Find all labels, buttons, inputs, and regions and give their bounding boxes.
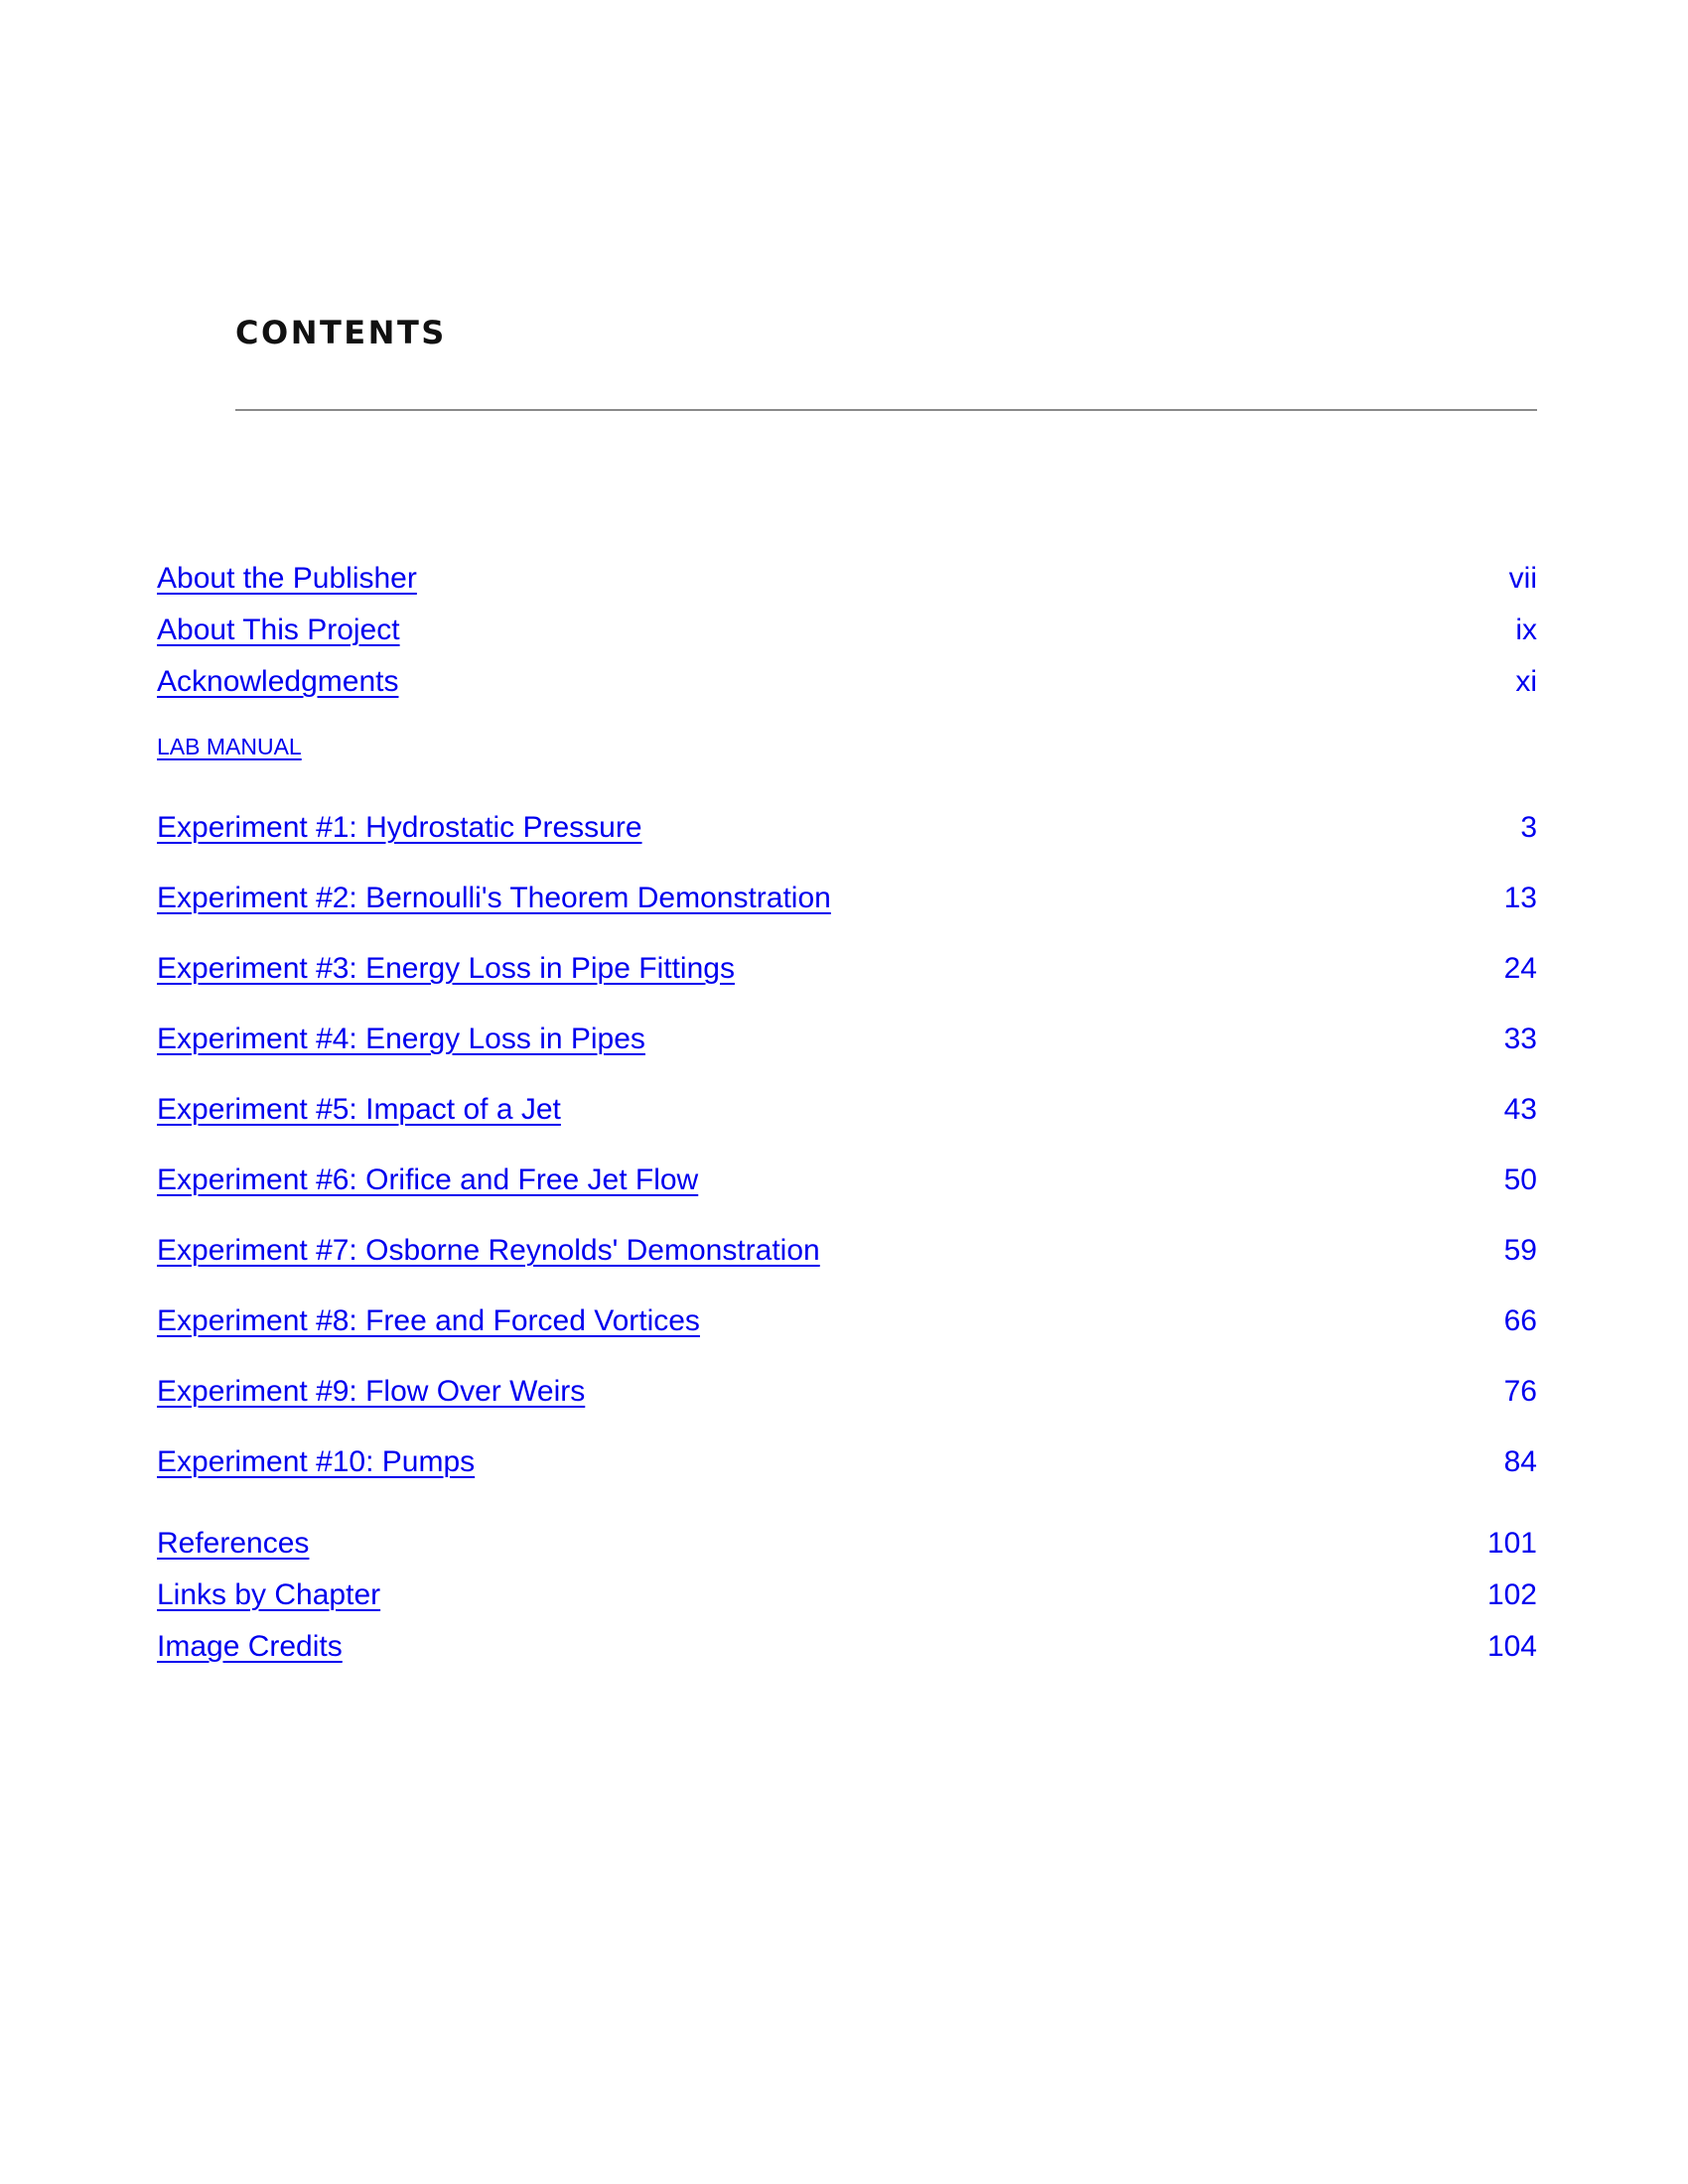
toc-entry-page-number[interactable]: 101 [1486, 1527, 1537, 1560]
toc-entry-image-credits[interactable] [157, 1624, 1537, 1670]
toc-entry-title[interactable]: References [157, 1527, 310, 1560]
toc-entry-page-number[interactable]: vii [1508, 562, 1537, 595]
page-title: CONTENTS [235, 314, 447, 351]
toc-entry-acknowledgments[interactable] [157, 659, 1537, 705]
toc-entry-page-number[interactable]: xi [1515, 665, 1537, 698]
toc-entry-experiment-2[interactable] [157, 876, 1537, 921]
toc-entry-experiment-1[interactable] [157, 805, 1537, 851]
toc-entry-experiment-8[interactable] [157, 1298, 1537, 1344]
toc-entry-about-the-publisher[interactable] [157, 556, 1537, 602]
toc-entry-page-number[interactable]: 3 [1520, 811, 1537, 844]
toc-entry-page-number[interactable]: 50 [1503, 1163, 1537, 1196]
toc-entry-title[interactable]: Experiment #8: Free and Forced Vortices [157, 1304, 700, 1337]
toc-entry-experiment-7[interactable] [157, 1228, 1537, 1274]
toc-entry-title[interactable]: About This Project [157, 614, 400, 646]
toc-entry-about-this-project[interactable] [157, 608, 1537, 653]
toc-entry-page-number[interactable]: 104 [1486, 1630, 1537, 1663]
toc-entry-page-number[interactable]: 84 [1503, 1445, 1537, 1478]
toc-entry-page-number[interactable]: 102 [1486, 1578, 1537, 1611]
toc-entry-title[interactable]: Experiment #7: Osborne Reynolds' Demonstration [157, 1234, 820, 1267]
toc-entry-page-number[interactable]: 76 [1503, 1375, 1537, 1408]
toc-entry-experiment-5[interactable] [157, 1087, 1537, 1133]
toc-entry-title[interactable]: Image Credits [157, 1630, 343, 1663]
toc-entry-links-by-chapter[interactable] [157, 1572, 1537, 1618]
toc-entry-title[interactable]: Experiment #6: Orifice and Free Jet Flow [157, 1163, 699, 1196]
toc-entry-page-number[interactable]: ix [1515, 614, 1537, 646]
section-label-lab-manual[interactable]: LAB MANUAL [157, 734, 302, 759]
toc-entry-experiment-10[interactable] [157, 1439, 1537, 1485]
toc-entry-experiment-6[interactable] [157, 1158, 1537, 1203]
toc-entry-title[interactable]: Acknowledgments [157, 665, 399, 698]
toc-entry-experiment-9[interactable] [157, 1369, 1537, 1415]
toc-entry-title[interactable]: Experiment #3: Energy Loss in Pipe Fittings [157, 952, 735, 985]
toc-entry-title[interactable]: Experiment #2: Bernoulli's Theorem Demonstration [157, 882, 831, 914]
toc-entry-page-number[interactable]: 43 [1503, 1093, 1537, 1126]
toc-entry-title[interactable]: Experiment #1: Hydrostatic Pressure [157, 811, 642, 844]
toc-entry-title[interactable]: Experiment #9: Flow Over Weirs [157, 1375, 586, 1408]
toc-entry-title[interactable]: Experiment #4: Energy Loss in Pipes [157, 1023, 645, 1055]
heading-divider [235, 409, 1537, 411]
toc-entry-page-number[interactable]: 24 [1503, 952, 1537, 985]
toc-entry-experiment-3[interactable] [157, 946, 1537, 992]
toc-entry-page-number[interactable]: 59 [1503, 1234, 1537, 1267]
toc-entry-references[interactable] [157, 1521, 1537, 1567]
toc-entry-title[interactable]: Links by Chapter [157, 1578, 381, 1611]
toc-entry-experiment-4[interactable] [157, 1017, 1537, 1062]
toc-entry-page-number[interactable]: 66 [1503, 1304, 1537, 1337]
toc-entry-title[interactable]: Experiment #5: Impact of a Jet [157, 1093, 561, 1126]
toc-entry-page-number[interactable]: 33 [1503, 1023, 1537, 1055]
toc-entry-title[interactable]: About the Publisher [157, 562, 417, 595]
toc-entry-page-number[interactable]: 13 [1503, 882, 1537, 914]
toc-entry-title[interactable]: Experiment #10: Pumps [157, 1445, 476, 1478]
